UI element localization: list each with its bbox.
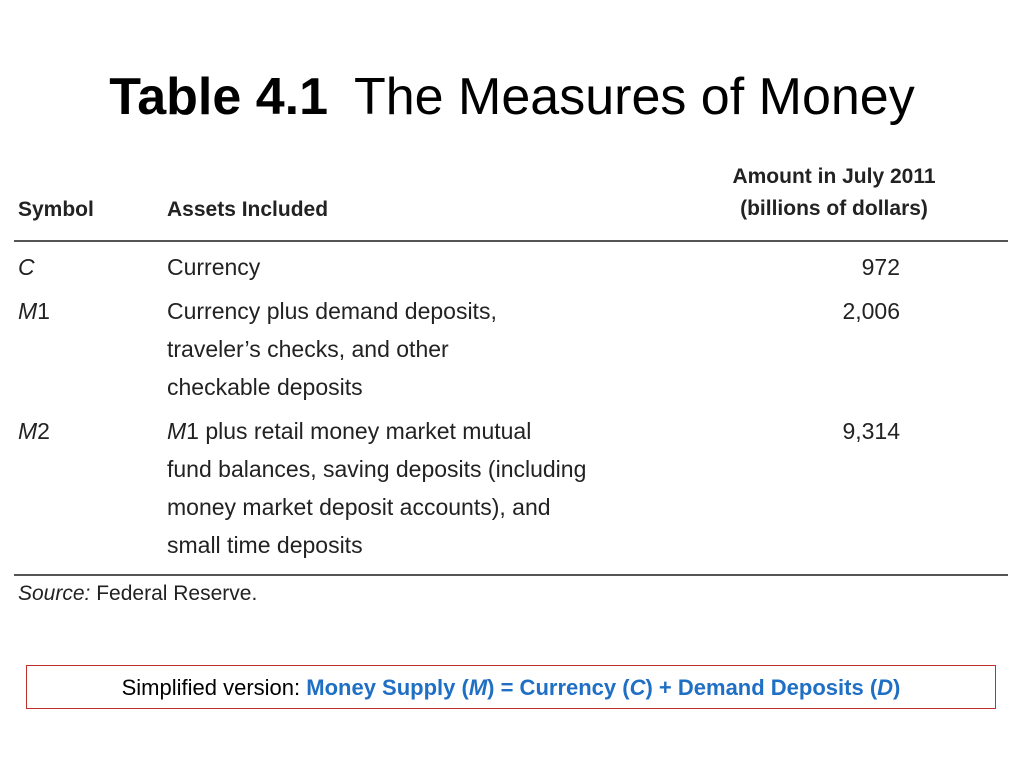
formula-symbol-c: C xyxy=(629,675,646,700)
row-symbol: M2 xyxy=(18,418,50,444)
row-assets xyxy=(167,292,687,406)
header-amount-line2: (billions of dollars) xyxy=(740,197,928,220)
formula-part: ) + Demand Deposits ( xyxy=(645,675,878,700)
row-assets xyxy=(167,412,687,564)
row-assets-line: money market deposit accounts), and xyxy=(167,494,551,520)
table-row xyxy=(14,242,1008,286)
formula-symbol-d: D xyxy=(877,675,894,700)
source-note xyxy=(18,578,257,610)
symbol-letter: M xyxy=(18,418,38,444)
header-assets-included: Assets Included xyxy=(167,198,329,221)
header-amount xyxy=(704,161,964,225)
row-assets-line: small time deposits xyxy=(167,532,363,558)
formula-symbol-m: M xyxy=(468,675,488,700)
table-title: The Measures of Money xyxy=(354,68,915,126)
formula-part: ) xyxy=(893,675,901,700)
formula-part: ) = Currency ( xyxy=(487,675,630,700)
row-assets xyxy=(167,248,687,286)
row-assets-line: checkable deposits xyxy=(167,374,363,400)
row-assets-line: fund balances, saving deposits (including xyxy=(167,456,587,482)
row-assets-line: M1 plus retail money market mutual xyxy=(167,418,532,444)
table-header xyxy=(14,158,1008,242)
row-symbol: C xyxy=(18,254,35,280)
inline-symbol-m: M xyxy=(167,418,187,444)
table-row xyxy=(14,286,1008,406)
header-symbol: Symbol xyxy=(18,198,94,221)
source-text: Federal Reserve. xyxy=(96,582,258,605)
table-number: Table 4.1 xyxy=(109,68,328,126)
slide-title xyxy=(0,62,1024,132)
formula-part: Money Supply ( xyxy=(306,675,469,700)
row-symbol: M1 xyxy=(18,298,50,324)
table-body xyxy=(14,242,1008,576)
header-amount-line1: Amount in July 2011 xyxy=(732,165,936,188)
summary-prefix: Simplified version: xyxy=(121,675,307,700)
table-row xyxy=(14,406,1008,564)
row-amount: 9,314 xyxy=(842,418,900,444)
measures-of-money-table xyxy=(14,158,1008,576)
row-assets-line: Currency xyxy=(167,254,261,280)
row-amount: 972 xyxy=(861,254,900,280)
source-label: Source: xyxy=(18,582,91,605)
simplified-version-box xyxy=(26,665,996,709)
summary-formula xyxy=(306,675,900,700)
row-assets-line: Currency plus demand deposits, xyxy=(167,298,497,324)
symbol-letter: M xyxy=(18,298,38,324)
row-amount: 2,006 xyxy=(842,298,900,324)
row-assets-line: traveler’s checks, and other xyxy=(167,336,449,362)
